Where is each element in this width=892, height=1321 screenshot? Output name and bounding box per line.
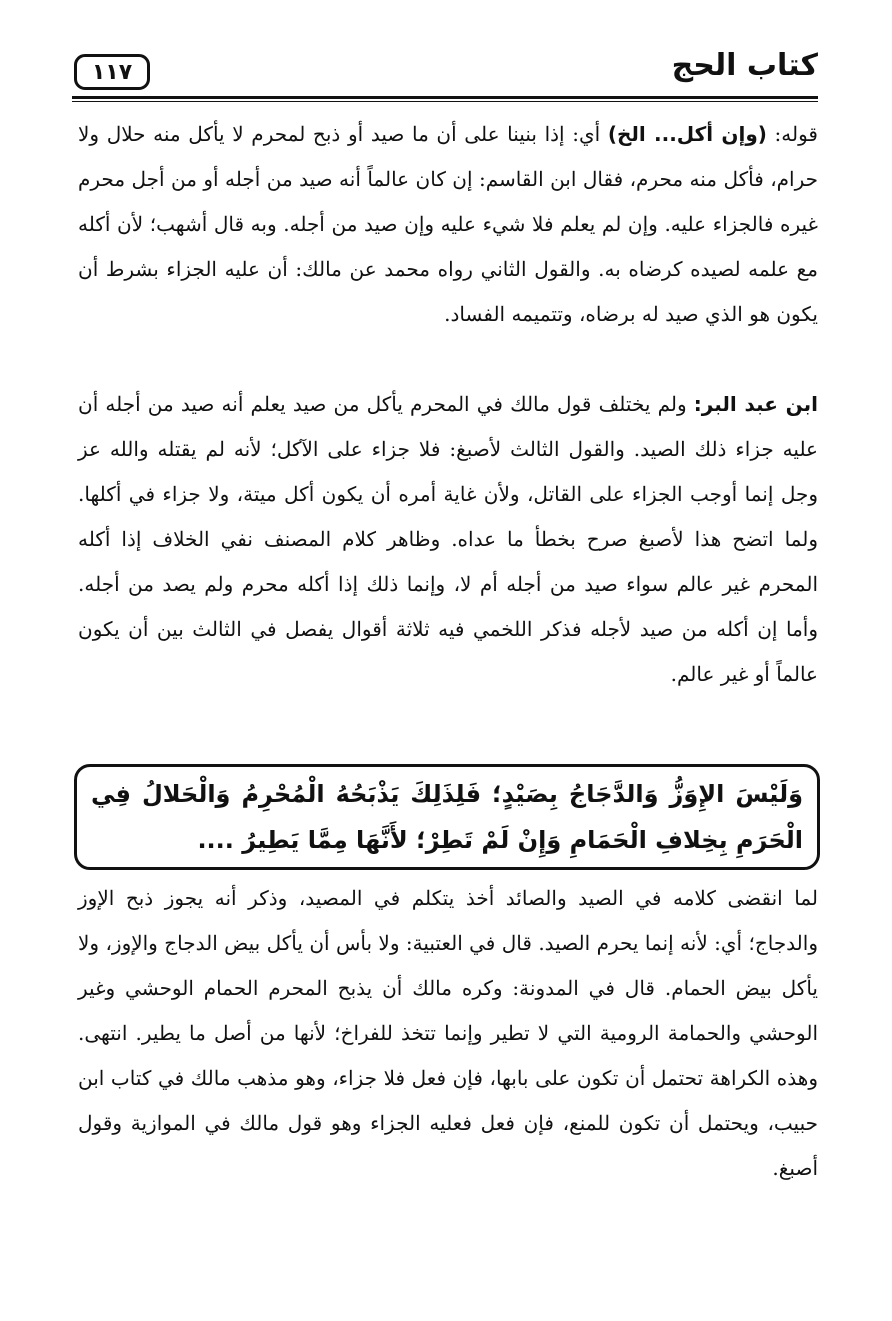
paragraph-1-text: أي: إذا بنينا على أن ما صيد أو ذبح لمحرم لا يأكل منه حلال ولا حرام، فأكل منه محرم، فقال ابن القاسم: إن كان عالماً أنه صيد من أجله أو من أجل محرم غيره فالجزاء عليه. وإن لم يعلم فلا شيء عليه وإن صيد من أجله. وبه قال أشهب؛ لأن أكله مع علمه لصيده كرضاه به. والقول الثاني رواه محمد عن مالك: أن عليه الجزاء بشرط أن يكون هو الذي صيد له برضاه، وتتميمه الفساد. xyxy=(78,122,818,326)
paragraph-2-lead: ابن عبد البر: xyxy=(693,392,818,416)
paragraph-3-text: لما انقضى كلامه في الصيد والصائد أخذ يتكلم في المصيد، وذكر أنه يجوز ذبح الإوز والدجاج؛ أي: لأنه إنما يحرم الصيد. قال في العتبية: ولا بأس أن يأكل بيض الدجاج والإوز، ولا يأكل بيض الحمام. قال في المدونة: وكره مالك أن يذبح المحرم الحمام الوحشي وغير الوحشي والحمامة الرومية التي لا تطير وإنما تتخذ للفراخ؛ لأنها من أصل ما يطير. انتهى. وهذه الكراهة تحتمل أن تكون على بابها، فإن فعل فلا جزاء، وهو مذهب مالك في كتاب ابن حبيب، ويحتمل أن تكون للمنع، فإن فعل فعليه الجزاء وهو قول مالك في الموازية وقول أصبغ. xyxy=(78,886,818,1180)
matn-box xyxy=(74,764,820,870)
paragraph-2 xyxy=(78,382,818,697)
paragraph-1 xyxy=(78,112,818,337)
paragraph-1-lead: قوله: xyxy=(766,122,818,146)
page-header xyxy=(72,46,818,102)
running-title: كتاب الحج xyxy=(671,48,818,83)
paragraph-3 xyxy=(78,876,818,1191)
header-rule-thin xyxy=(72,101,818,102)
matn-text: وَلَيْسَ الإِوَزُّ وَالدَّجَاجُ بِصَيْدٍ؛ فَلِذَلِكَ يَذْبَحُهُ الْمُحْرِمُ وَالْحَلالُ فِي الْحَرَمِ بِخِلافِ الْحَمَامِ وَإِنْ لَمْ تَطِرْ؛ لأَنَّهَا مِمَّا يَطِيرُ .... xyxy=(91,780,803,854)
page-number: ١١٧ xyxy=(74,54,150,90)
paragraph-2-text: ولم يختلف قول مالك في المحرم يأكل من صيد يعلم أنه صيد من أجله أن عليه جزاء ذلك الصيد. والقول الثالث لأصبغ: فلا جزاء على الآكل؛ لأنه لم يقتله والله عز وجل إنما أوجب الجزاء على القاتل، ولأن غاية أمره أن يكون أكل ميتة، ولا جزاء في أكلها. ولما اتضح هذا لأصبغ صرح بخطأ ما عداه. وظاهر كلام المصنف نفي الخلاف إذا أكله المحرم غير عالم سواء صيد من أجله أم لا، وإنما ذلك إذا أكله محرم ولم يصد من أجله. وأما إن أكله من صيد لأجله فذكر اللخمي فيه ثلاثة أقوال يفصل في الثالث بين أن يكون عالماً أو غير عالم. xyxy=(78,392,818,686)
header-rule xyxy=(72,96,818,99)
paragraph-1-quote: (وإن أكل... الخ) xyxy=(607,122,767,146)
